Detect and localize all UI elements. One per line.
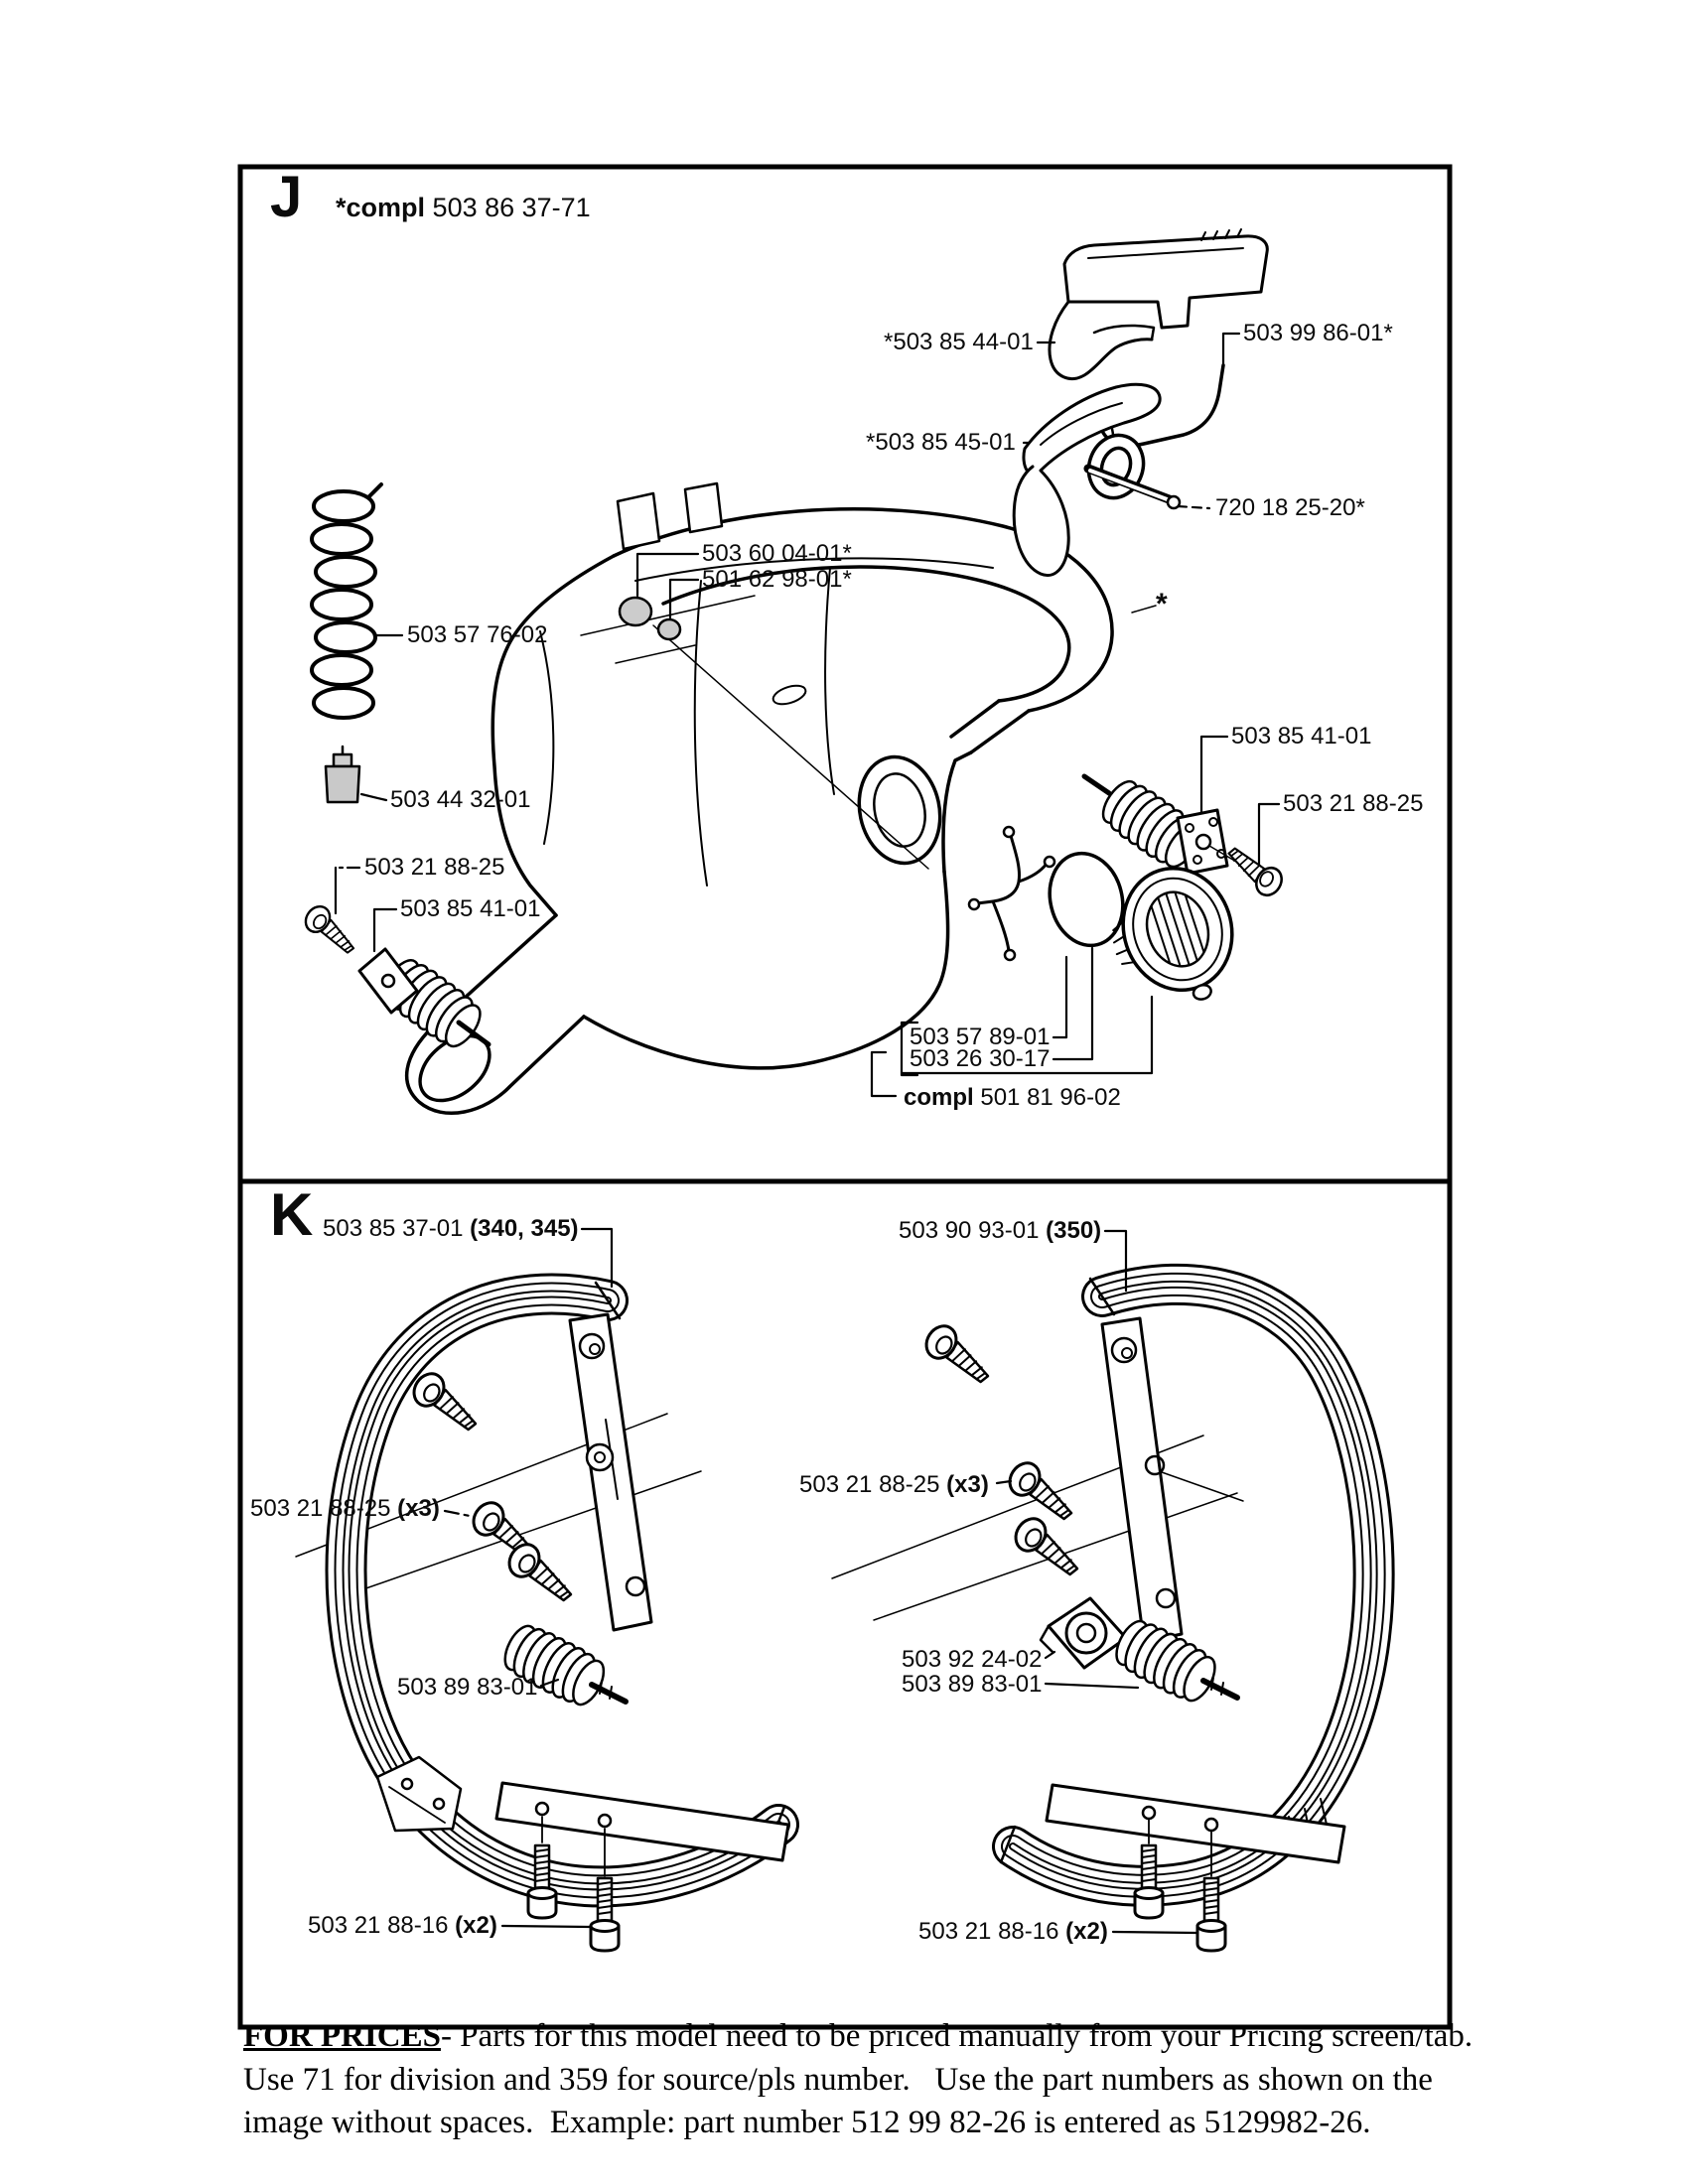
quantity-qualifier: (x3) bbox=[946, 1471, 989, 1498]
part-label-screws-right bbox=[799, 1471, 989, 1499]
part-label-screw-left: 503 21 88-25 bbox=[364, 854, 505, 881]
model-qualifier: (340, 345) bbox=[470, 1215, 579, 1242]
part-label-buffer-left: 503 85 41-01 bbox=[400, 895, 541, 922]
part-label-buffer-left-k: 503 89 83-01 bbox=[397, 1674, 538, 1701]
section-j-drawing bbox=[301, 229, 1287, 1114]
part-label-handle-340-345 bbox=[323, 1215, 579, 1243]
coil-spring-drawing bbox=[312, 484, 381, 718]
section-k-letter: K bbox=[270, 1181, 314, 1248]
part-number: 503 21 88-16 bbox=[918, 1918, 1059, 1945]
bracket-right-drawing bbox=[1102, 1318, 1243, 1642]
fuel-cap-drawing bbox=[1096, 854, 1251, 1020]
part-label-screws-bottom-right bbox=[918, 1918, 1108, 1946]
part-number: 503 21 88-25 bbox=[250, 1495, 391, 1522]
compl-prefix: *compl bbox=[336, 193, 426, 222]
throttle-trigger-drawing bbox=[1050, 229, 1267, 378]
pricing-note-line1 bbox=[243, 2015, 1663, 2059]
pricing-note-heading: FOR PRICES bbox=[243, 2018, 441, 2054]
part-label-plug-lower: 501 62 98-01* bbox=[702, 566, 852, 593]
part-label-throttle-trigger: *503 85 44-01 bbox=[884, 329, 1034, 355]
part-label-fuel-cap bbox=[904, 1084, 1121, 1112]
part-label-buffer-right: 503 85 41-01 bbox=[1231, 723, 1372, 750]
part-label-throttle-wire: 503 99 86-01* bbox=[1243, 320, 1393, 346]
screw-drawing bbox=[408, 1368, 487, 1435]
part-number: 503 21 88-16 bbox=[308, 1912, 449, 1939]
quantity-qualifier: (x2) bbox=[455, 1912, 497, 1939]
part-label-plug-upper: 503 60 04-01* bbox=[702, 540, 852, 567]
part-number: 503 85 37-01 bbox=[323, 1215, 464, 1242]
compl-prefix: compl bbox=[904, 1084, 974, 1111]
asterisk-marker: * bbox=[1156, 588, 1168, 620]
pricing-note-line1-rest: - Parts for this model need to be priced manually from your Pricing screen/tab. bbox=[440, 2018, 1474, 2054]
section-j-letter: J bbox=[270, 165, 303, 229]
part-number: 503 90 93-01 bbox=[899, 1217, 1040, 1244]
screw-drawing bbox=[1004, 1457, 1082, 1525]
screw-drawing bbox=[1010, 1513, 1088, 1580]
clamp-plate-drawing bbox=[1041, 1598, 1126, 1668]
part-label-fuel-filter: 503 44 32-01 bbox=[390, 786, 531, 813]
quantity-qualifier: (x3) bbox=[397, 1495, 440, 1522]
fuel-filter-drawing bbox=[326, 747, 359, 802]
part-label-trigger-lockout: *503 85 45-01 bbox=[866, 429, 1016, 456]
screw-drawing bbox=[503, 1539, 582, 1606]
screw-drawing bbox=[1220, 844, 1287, 900]
part-label-pin: 720 18 25-20* bbox=[1215, 494, 1365, 521]
part-number: 503 21 88-25 bbox=[799, 1471, 940, 1498]
section-j-title bbox=[336, 195, 591, 221]
part-label-screws-bottom-left bbox=[308, 1912, 497, 1940]
part-label-buffer-right-k: 503 89 83-01 bbox=[902, 1671, 1043, 1698]
part-label-retainer: 503 57 89-01 bbox=[910, 1024, 1051, 1050]
section-k-drawing bbox=[296, 1229, 1374, 1951]
pricing-note-line2: Use 71 for division and 359 for source/pls number. Use the part numbers as shown on the bbox=[243, 2061, 1433, 2098]
buffer-left-drawing bbox=[301, 901, 489, 1054]
part-label-screws-left bbox=[250, 1495, 440, 1523]
model-qualifier: (350) bbox=[1046, 1217, 1102, 1244]
screw-drawing bbox=[301, 901, 363, 957]
part-label-screw-right: 503 21 88-25 bbox=[1283, 790, 1424, 817]
retainer-wire-drawing bbox=[969, 827, 1054, 960]
pricing-note-line3: image without spaces. Example: part number 512 99 82-26 is entered as 5129982-26. bbox=[243, 2105, 1371, 2141]
part-number: 501 81 96-02 bbox=[980, 1084, 1121, 1111]
quantity-qualifier: (x2) bbox=[1065, 1918, 1108, 1945]
part-label-o-ring: 503 26 30-17 bbox=[910, 1045, 1051, 1072]
bracket-left-drawing bbox=[570, 1314, 651, 1630]
part-label-spring: 503 57 76-02 bbox=[407, 621, 548, 648]
part-label-handle-350 bbox=[899, 1217, 1101, 1245]
screw-drawing bbox=[920, 1320, 999, 1388]
pricing-note bbox=[243, 2015, 1663, 2145]
compl-number: 503 86 37-71 bbox=[432, 193, 591, 222]
part-label-clamp-right: 503 92 24-02 bbox=[902, 1646, 1043, 1673]
